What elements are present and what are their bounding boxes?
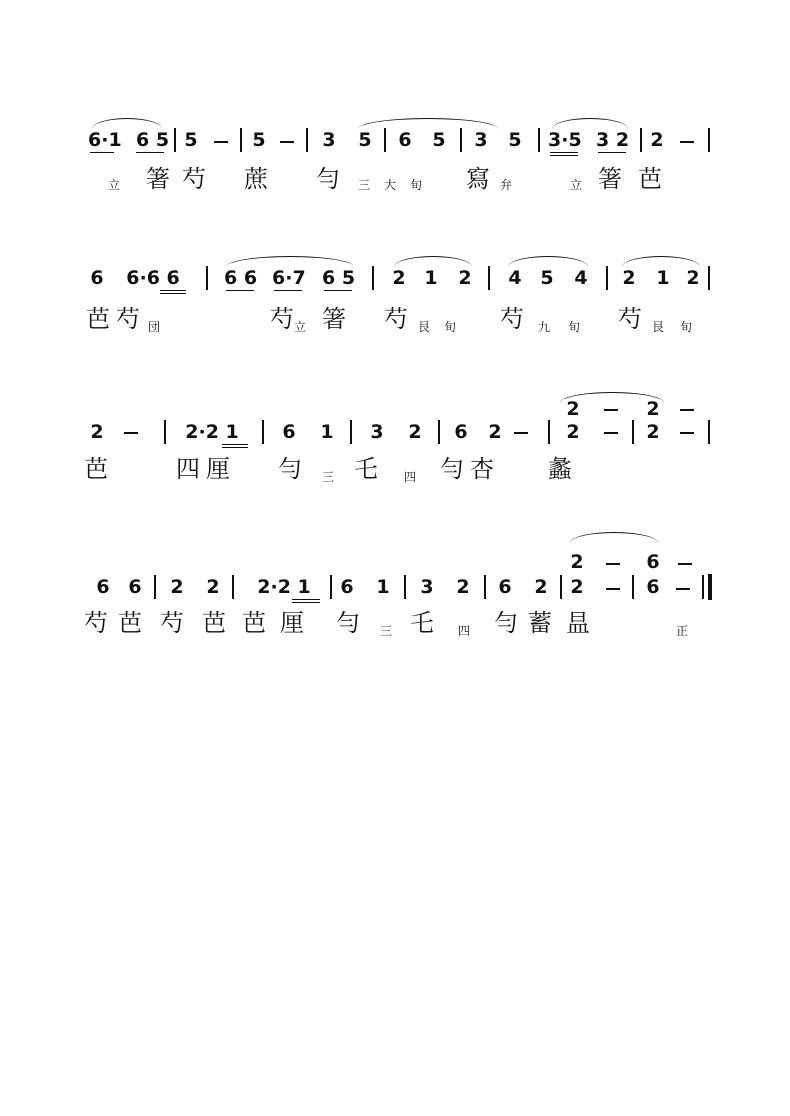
barline — [306, 128, 308, 152]
barline — [164, 420, 166, 444]
jianzipu-char: 芍 — [618, 305, 642, 333]
note: 3·5 — [548, 129, 582, 151]
jianzipu-char: 寫 — [466, 165, 490, 193]
barline — [708, 420, 710, 444]
jianzipu-char: 芍 — [84, 609, 108, 637]
underline — [292, 599, 320, 600]
jianzipu-char: 三 — [358, 178, 371, 192]
jianzipu-char: 乇 — [354, 455, 378, 483]
jianzipu-char: 芭 — [638, 165, 662, 193]
dash — [280, 141, 294, 143]
jianzipu-char: 芍 — [500, 305, 524, 333]
jianzipu-char: 勻 — [494, 609, 518, 637]
underline — [550, 155, 578, 156]
underline — [222, 447, 248, 448]
note: 6 — [498, 576, 512, 598]
note: 5 — [184, 129, 198, 151]
jianzipu-char: 昷 — [566, 609, 590, 637]
underline — [160, 293, 186, 294]
barline — [350, 420, 352, 444]
note: 6 5 — [136, 129, 170, 151]
dash — [680, 141, 694, 143]
note: 3 — [474, 129, 488, 151]
underline — [136, 152, 164, 153]
note: 2·2 1 — [185, 421, 239, 443]
dash — [678, 563, 692, 565]
dash — [606, 563, 620, 565]
note: 6 6 — [224, 267, 258, 289]
note: 5 — [508, 129, 522, 151]
dash — [124, 432, 138, 434]
jianzipu-char: 勻 — [316, 165, 340, 193]
note: 6 — [90, 267, 104, 289]
underline — [222, 444, 248, 445]
slur — [552, 118, 628, 129]
note: 5 — [540, 267, 554, 289]
jianzipu-char: 芭 — [118, 609, 142, 637]
note: 2 — [170, 576, 184, 598]
jianzipu-char: 乇 — [410, 609, 434, 637]
slur — [394, 256, 472, 267]
note: 2 — [566, 398, 580, 420]
jianzipu-char: 芍 — [116, 305, 140, 333]
note: 5 — [358, 129, 372, 151]
barline — [632, 575, 634, 599]
note: 2 — [392, 267, 406, 289]
jianzipu-char: 艮 — [652, 320, 665, 334]
jianzipu-char: 弁 — [500, 178, 513, 192]
jianzipu-char: 芍 — [384, 305, 408, 333]
barline — [262, 420, 264, 444]
note: 5 — [432, 129, 446, 151]
barline — [384, 128, 386, 152]
underline — [292, 602, 320, 603]
jianzipu-char: 芭 — [242, 609, 266, 637]
jianzipu-char: 箸 — [146, 165, 170, 193]
note: 1 — [656, 267, 670, 289]
note: 6 — [454, 421, 468, 443]
barline — [708, 266, 710, 290]
dash — [214, 141, 228, 143]
barline — [606, 266, 608, 290]
note: 6·6 6 — [126, 267, 180, 289]
note: 3 — [370, 421, 384, 443]
barline — [154, 575, 156, 599]
note: 2 — [534, 576, 548, 598]
note: 2 — [488, 421, 502, 443]
barline — [404, 575, 406, 599]
jianzipu-char: 芍 — [270, 305, 294, 333]
jianzipu-char: 厘 — [280, 609, 304, 637]
dash — [606, 588, 620, 590]
barline — [206, 266, 208, 290]
barline — [640, 128, 642, 152]
note: 1 — [376, 576, 390, 598]
slur — [508, 256, 588, 267]
note: 5 — [252, 129, 266, 151]
note: 2 — [458, 267, 472, 289]
jianzipu-char: 大 — [384, 178, 397, 192]
slur — [92, 118, 162, 129]
jianzipu-char: 四 — [176, 455, 200, 483]
note: 2 — [650, 129, 664, 151]
dash — [604, 409, 618, 411]
note: 6·1 — [88, 129, 122, 151]
jianzipu-char: 立 — [570, 178, 583, 192]
jianzipu-char: 旬 — [444, 320, 457, 334]
jianzipu-char: 三 — [322, 470, 335, 484]
dash — [680, 432, 694, 434]
underline — [598, 152, 626, 153]
jianzipu-char: 団 — [148, 320, 161, 334]
note: 2 — [570, 551, 584, 573]
note: 2 — [206, 576, 220, 598]
jianzipu-char: 芭 — [84, 455, 108, 483]
slur — [622, 256, 700, 267]
barline — [708, 128, 710, 152]
jianzipu-char: 勻 — [336, 609, 360, 637]
jianzipu-char: 箸 — [598, 165, 622, 193]
note: 2 — [686, 267, 700, 289]
note: 2 — [90, 421, 104, 443]
jianzipu-char: 芍 — [160, 609, 184, 637]
barline — [538, 128, 540, 152]
note: 2·2 1 — [257, 576, 311, 598]
barline — [232, 575, 234, 599]
note: 1 — [424, 267, 438, 289]
dash — [680, 409, 694, 411]
note: 6·7 — [272, 267, 306, 289]
jianzipu-char: 立 — [108, 178, 121, 192]
barline — [560, 575, 562, 599]
note: 6 — [646, 551, 660, 573]
note: 6 — [398, 129, 412, 151]
final-barline — [708, 574, 712, 600]
note: 4 — [508, 267, 522, 289]
note: 2 — [408, 421, 422, 443]
jianzipu-char: 勻 — [440, 455, 464, 483]
note: 6 — [646, 576, 660, 598]
dash — [676, 588, 690, 590]
underline — [274, 290, 302, 291]
jianzipu-char: 芭 — [202, 609, 226, 637]
barline — [702, 575, 704, 599]
jianzipu-char: 芍 — [182, 165, 206, 193]
jianzipu-char: 蠡 — [548, 455, 572, 483]
barline — [240, 128, 242, 152]
jianzipu-char: 箸 — [322, 305, 346, 333]
barline — [330, 575, 332, 599]
jianzipu-char: 艮 — [418, 320, 431, 334]
note: 6 — [96, 576, 110, 598]
jianzipu-char: 勻 — [278, 455, 302, 483]
note: 6 — [282, 421, 296, 443]
note: 6 5 — [322, 267, 356, 289]
note: 3 — [322, 129, 336, 151]
slur — [570, 532, 658, 543]
underline — [90, 152, 114, 153]
note: 6 — [340, 576, 354, 598]
barline — [632, 420, 634, 444]
note: 2 — [570, 576, 584, 598]
barline — [372, 266, 374, 290]
barline — [488, 266, 490, 290]
barline — [548, 420, 550, 444]
jianzipu-char: 旬 — [410, 178, 423, 192]
jianzipu-char: 蓄 — [528, 609, 552, 637]
note: 2 — [456, 576, 470, 598]
underline — [324, 290, 352, 291]
jianzipu-char: 厘 — [206, 455, 230, 483]
jianzipu-char: 旬 — [568, 320, 581, 334]
barline — [460, 128, 462, 152]
jianzipu-char: 正 — [676, 624, 689, 638]
jianzipu-char: 立 — [294, 320, 307, 334]
note: 2 — [566, 421, 580, 443]
jianzipu-char: 蔗 — [244, 165, 268, 193]
barline — [438, 420, 440, 444]
barline — [484, 575, 486, 599]
underline — [160, 290, 186, 291]
underline — [550, 152, 578, 153]
jianzipu-char: 三 — [380, 624, 393, 638]
note: 4 — [574, 267, 588, 289]
jianzipu-char: 九 — [538, 320, 551, 334]
dash — [514, 432, 528, 434]
jianzipu-char: 芭 — [86, 305, 110, 333]
note: 2 — [622, 267, 636, 289]
jianzipu-char: 四 — [404, 470, 417, 484]
note: 3 2 — [596, 129, 630, 151]
note: 2 — [646, 421, 660, 443]
note: 1 — [320, 421, 334, 443]
jianzipu-char: 旬 — [680, 320, 693, 334]
note: 6 — [128, 576, 142, 598]
note: 3 — [420, 576, 434, 598]
barline — [174, 128, 176, 152]
slur — [358, 118, 498, 129]
note: 2 — [646, 398, 660, 420]
jianzipu-char: 杏 — [470, 455, 494, 483]
jianzipu-char: 四 — [458, 624, 471, 638]
underline — [226, 290, 254, 291]
slur — [226, 256, 354, 267]
dash — [604, 432, 618, 434]
